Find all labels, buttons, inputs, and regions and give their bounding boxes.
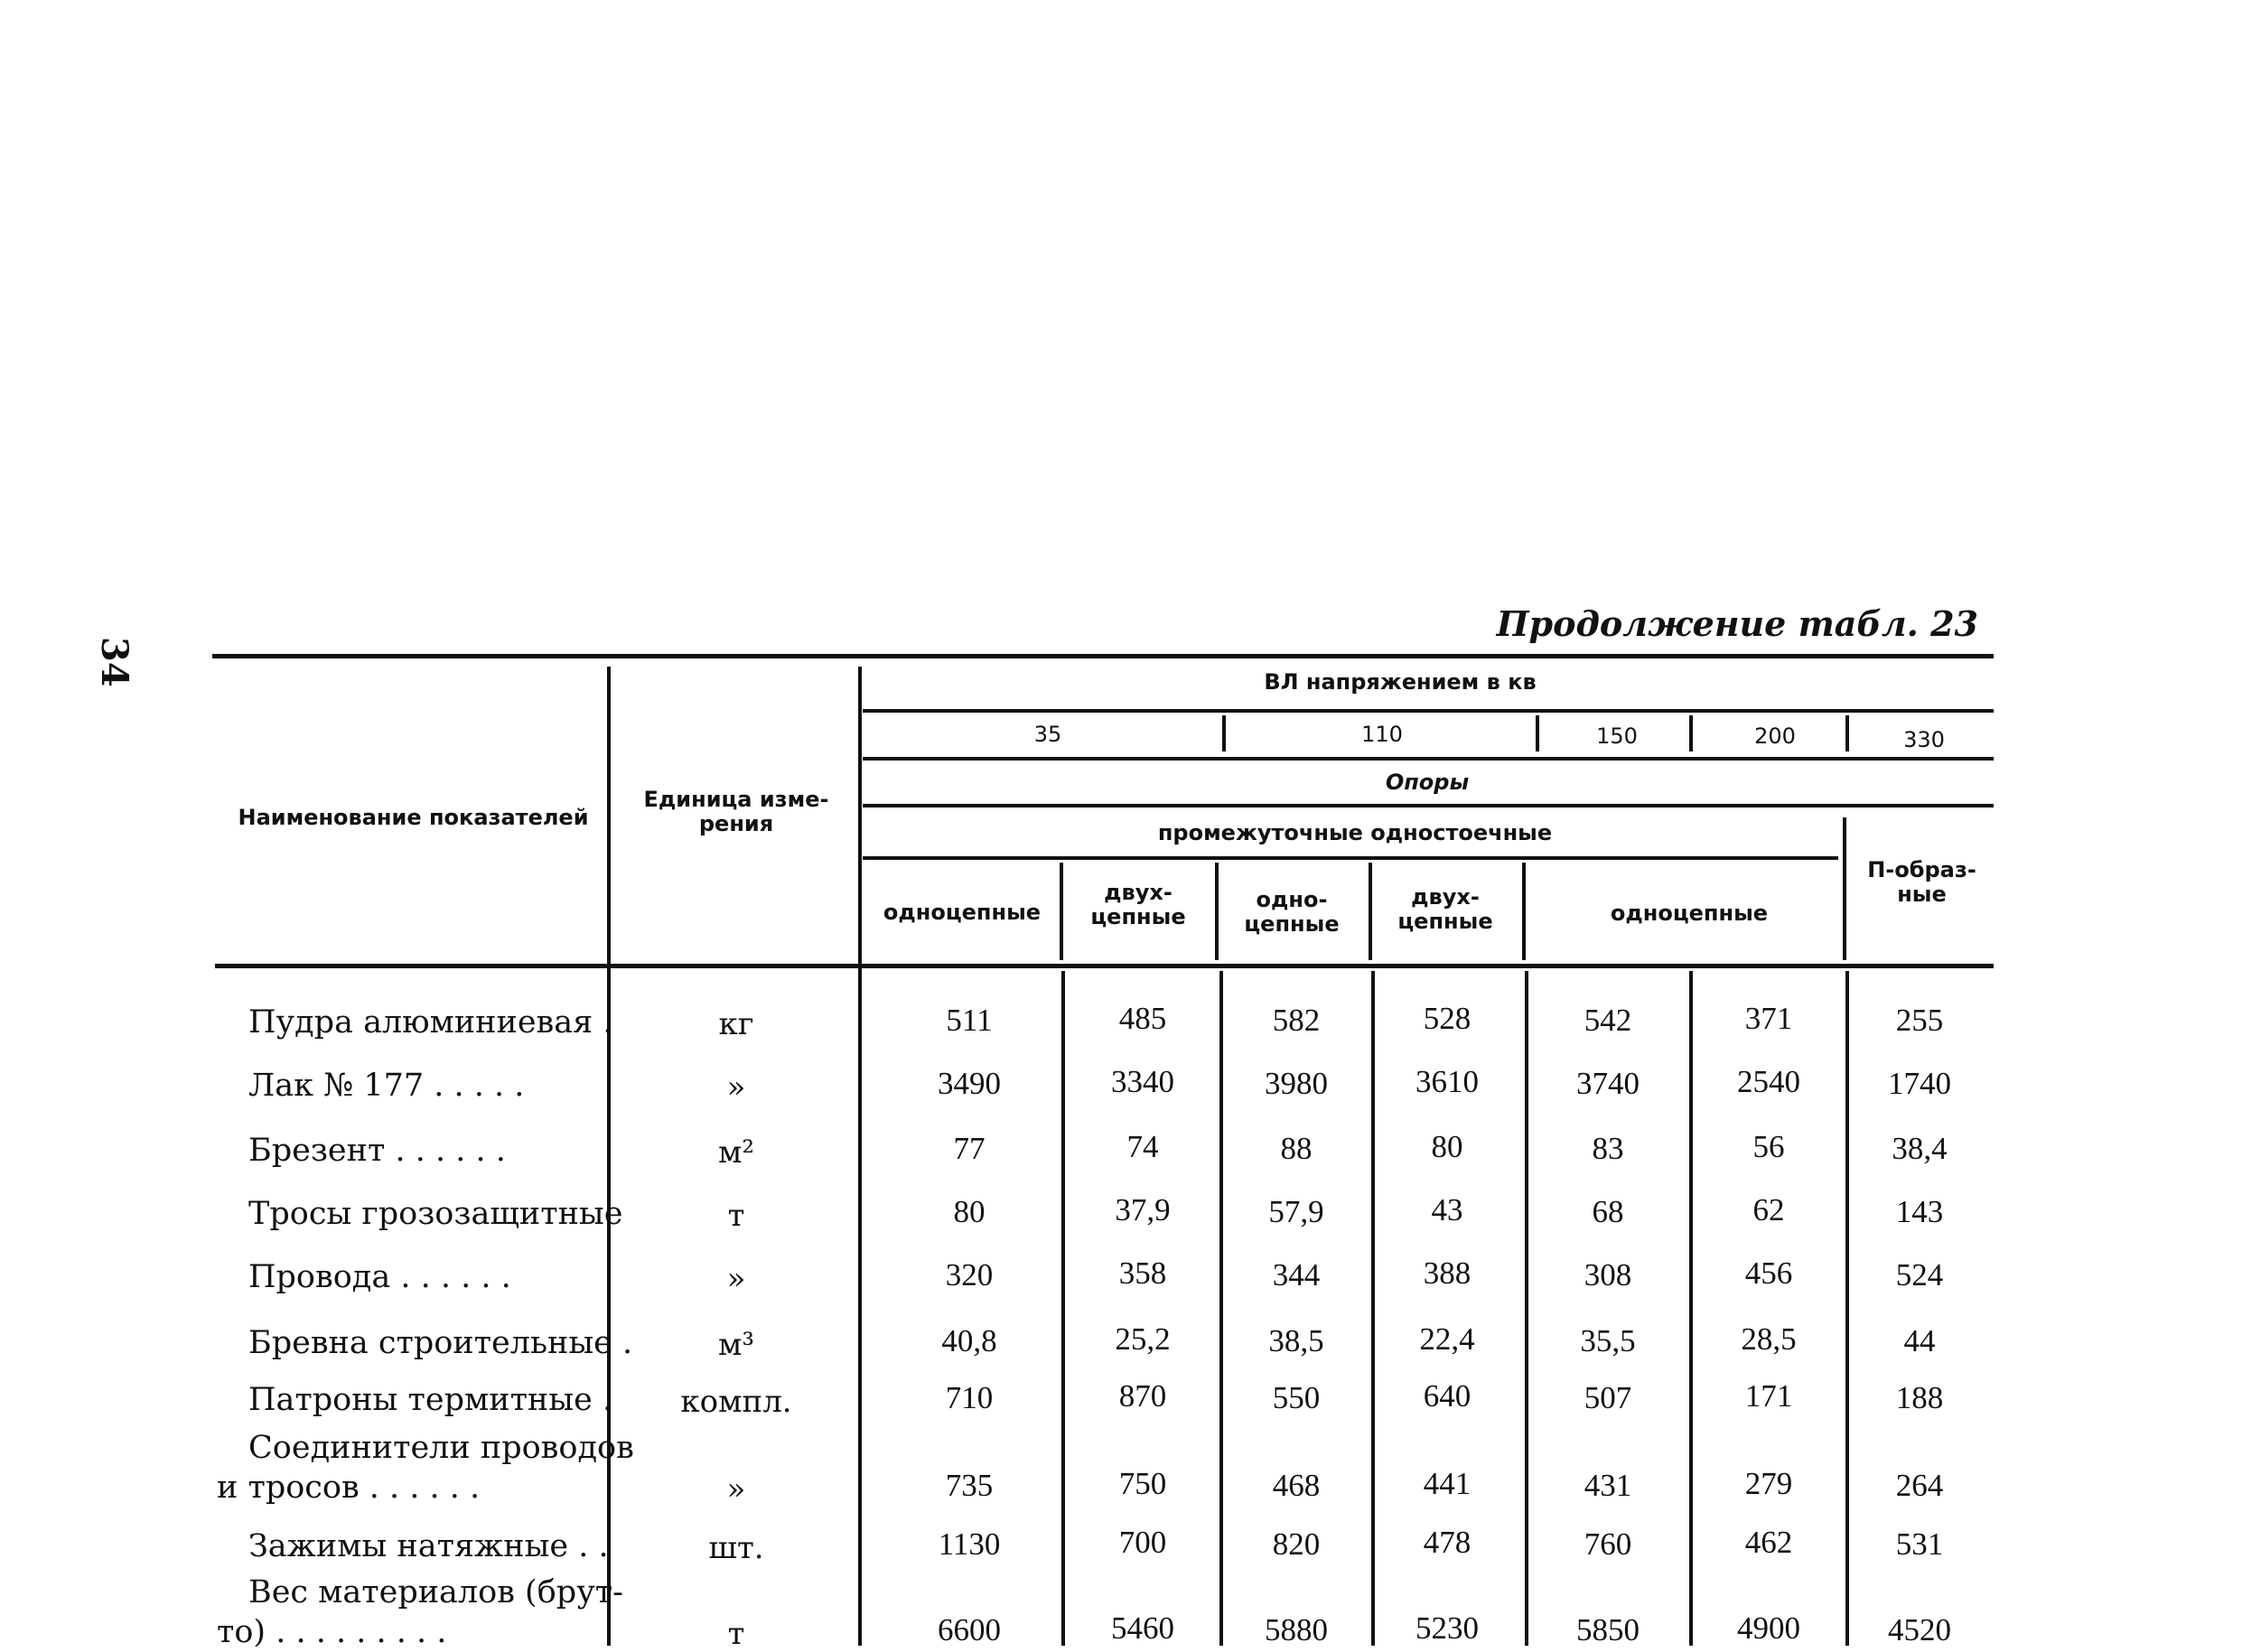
row-label: Провода . . . . . . [248,1259,511,1295]
table-cell: 43 [1431,1192,1463,1227]
row-unit: шт. [708,1530,764,1566]
table-cell: 640 [1423,1378,1472,1414]
table-cell: 5230 [1415,1610,1479,1646]
header-intermediate: промежуточные одностоечные [1157,820,1553,845]
table-cell: 456 [1744,1255,1793,1291]
header-supports: Опоры [1385,770,1470,795]
table-cell: 468 [1272,1468,1321,1503]
subcol-sep-2 [1215,863,1219,960]
table-cell: 388 [1423,1255,1472,1291]
table-cell: 28,5 [1741,1321,1797,1357]
table-cell: 6600 [938,1612,1001,1647]
table-cell: 1130 [938,1526,1001,1562]
table-cell: 3610 [1415,1064,1479,1099]
table-cell: 80 [953,1194,986,1229]
subcol-110-double: двух-цепные [1397,884,1493,934]
table-cell: 5850 [1576,1612,1640,1647]
table-cell: 542 [1584,1003,1632,1038]
row-label-line2: то) . . . . . . . . . [217,1614,447,1650]
table-cell: 3980 [1265,1066,1328,1101]
table-cell: 371 [1744,1001,1793,1036]
row-unit: » [726,1261,746,1297]
subcol-35-single: одноцепные [883,900,1042,925]
row-unit: м³ [717,1327,755,1363]
table-cell: 171 [1744,1378,1793,1414]
voltage-35: 35 [1033,722,1062,747]
table-cell: 320 [945,1257,994,1293]
table-cell: 735 [945,1468,994,1503]
table-cell: 1740 [1888,1066,1951,1101]
body-sep-5 [1689,971,1693,1646]
table-cell: 3740 [1576,1066,1640,1101]
table-cell: 4520 [1888,1612,1951,1647]
table-cell: 35,5 [1580,1323,1636,1358]
row-label-line1: Соединители проводов [248,1430,634,1466]
table-cell: 344 [1272,1257,1321,1293]
table-cell: 56 [1752,1129,1785,1164]
subcol-sep-1 [1060,863,1063,960]
row-unit: т [727,1616,745,1652]
row-label: Бревна строительные . [248,1325,633,1361]
table-cell: 485 [1118,1001,1167,1036]
table-cell: 2540 [1737,1064,1800,1099]
voltage-150: 150 [1596,723,1638,749]
table-cell: 44 [1903,1323,1936,1358]
row-label-line1: Вес материалов (брут- [248,1574,623,1610]
table-cell: 57,9 [1268,1194,1324,1229]
row-label-line2: и тросов . . . . . . [217,1470,481,1506]
table-cell: 511 [946,1003,993,1038]
row-unit: м² [717,1134,755,1171]
table-cell: 77 [953,1131,986,1166]
voltage-sep-3 [1689,715,1693,751]
subcol-35-double: двух-цепные [1090,880,1186,929]
row-unit: » [726,1471,746,1507]
row-label: Тросы грозозащитные [248,1196,623,1232]
header-name-column: Наименование показателей [238,805,589,830]
subcol-sep-p [1843,817,1846,960]
row-unit: кг [718,1006,754,1042]
header-vl-group: ВЛ напряжением в кв [1264,669,1537,695]
table-cell: 255 [1895,1003,1944,1038]
row-label: Брезент . . . . . . [248,1133,506,1169]
page-number: 34 [93,637,135,687]
intermediate-rule [863,856,1838,860]
table-cell: 68 [1592,1194,1624,1229]
table-cell: 38,4 [1892,1131,1948,1166]
table-cell: 431 [1584,1468,1632,1503]
table-cell: 4900 [1737,1610,1800,1646]
subcol-110-single: одно-цепные [1244,887,1340,937]
table-cell: 870 [1118,1378,1167,1414]
table-cell: 37,9 [1115,1192,1171,1227]
col-divider-name [607,667,611,1646]
subcol-sep-4 [1522,863,1526,960]
table-cell: 188 [1895,1380,1944,1415]
row-label: Лак № 177 . . . . . [248,1068,525,1104]
supports-rule [863,804,1994,807]
table-cell: 40,8 [941,1323,997,1358]
table-cell: 820 [1272,1526,1321,1562]
table-cell: 25,2 [1115,1321,1171,1357]
table-top-rule [212,654,1994,658]
table-cell: 88 [1280,1131,1313,1166]
table-cell: 441 [1423,1466,1472,1501]
voltage-330: 330 [1903,727,1945,752]
header-p-shaped: П-образ-ные [1867,857,1976,907]
table-cell: 531 [1895,1526,1944,1562]
table-cell: 38,5 [1268,1323,1324,1358]
table-cell: 524 [1895,1257,1944,1293]
table-cell: 358 [1118,1255,1167,1291]
table-cell: 5880 [1265,1612,1328,1647]
subcol-150-200-single: одноцепные [1610,901,1769,926]
table-cell: 83 [1592,1131,1624,1166]
col-divider-unit [858,667,862,1646]
table-cell: 760 [1584,1526,1632,1562]
header-unit-column: Единица изме-рения [643,787,829,836]
table-cell: 3340 [1111,1064,1174,1099]
voltage-110: 110 [1361,722,1403,747]
table-cell: 3490 [938,1066,1001,1101]
table-cell: 264 [1895,1468,1944,1503]
row-label: Патроны термитные . [248,1382,613,1418]
row-unit: » [726,1069,746,1106]
voltage-row-rule [863,757,1994,761]
table-cell: 507 [1584,1380,1632,1415]
table-cell: 462 [1744,1525,1793,1560]
table-cell: 22,4 [1419,1321,1475,1357]
table-cell: 582 [1272,1003,1321,1038]
row-unit: т [727,1198,745,1234]
table-cell: 279 [1744,1466,1793,1501]
table-cell: 143 [1895,1194,1944,1229]
table-cell: 74 [1126,1129,1159,1164]
voltage-sep-4 [1845,715,1849,751]
voltage-sep-2 [1536,715,1539,751]
row-label: Зажимы натяжные . . [248,1528,609,1564]
table-cell: 550 [1272,1380,1321,1415]
body-sep-1 [1061,971,1065,1646]
table-cell: 5460 [1111,1610,1174,1646]
row-label: Пудра алюминиевая . [248,1004,613,1041]
voltage-200: 200 [1754,723,1796,749]
subcol-sep-3 [1369,863,1372,960]
table-cell: 750 [1118,1466,1167,1501]
table-cell: 710 [945,1380,994,1415]
table-continuation-caption: Продолжение табл. 23 [1496,603,1978,644]
table-cell: 80 [1431,1129,1463,1164]
table-cell: 478 [1423,1525,1472,1560]
table-cell: 700 [1118,1525,1167,1560]
voltage-sep-1 [1222,715,1226,751]
table-cell: 308 [1584,1257,1632,1293]
header-bottom-rule [215,964,1994,968]
table-cell: 62 [1752,1192,1785,1227]
vl-group-rule [863,709,1994,713]
body-sep-4 [1525,971,1528,1646]
row-unit: компл. [680,1384,792,1420]
body-sep-2 [1219,971,1223,1646]
table-cell: 528 [1423,1001,1472,1036]
